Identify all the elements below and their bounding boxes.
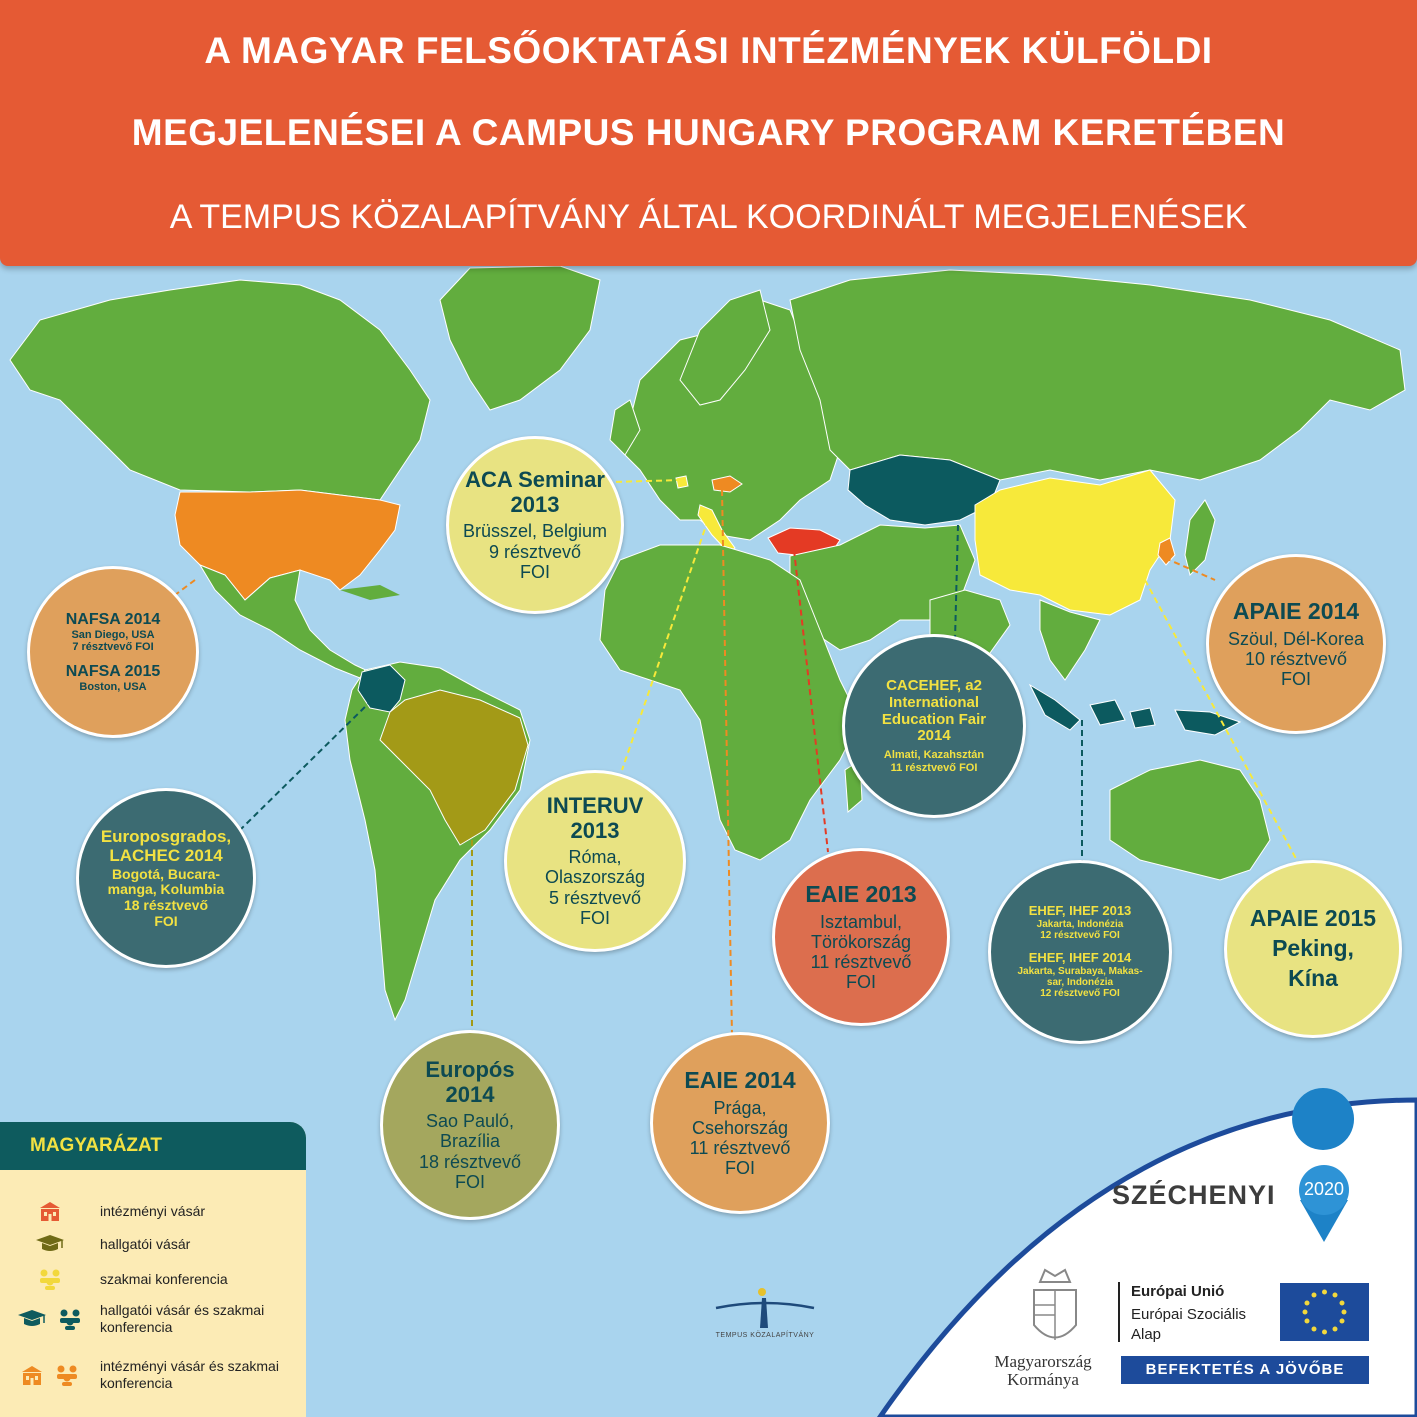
europos-title: Europós 2014 <box>425 1057 515 1107</box>
eu-line-3: Alap <box>1131 1326 1162 1343</box>
subtitle: A TEMPUS KÖZALAPÍTVÁNY ÁLTAL KOORDINÁLT MEGJELENÉSEK <box>169 198 1248 236</box>
ehef-2014-title: EHEF, IHEF 2014 <box>1028 950 1132 966</box>
eaie2013-line2: Törökország <box>810 931 912 952</box>
legend-label: intézményi vásár és szakmai konferencia <box>100 1358 279 1391</box>
legend-label: szakmai konferencia <box>100 1270 228 1287</box>
gov-line-2: Kormánya <box>1007 1370 1079 1389</box>
eaie2014-title: EAIE 2014 <box>684 1066 796 1093</box>
szechenyi-year: 2020 <box>1303 1179 1345 1199</box>
nafsa-2015-location: Boston, USA <box>79 681 147 694</box>
europos-line2: Brazília <box>439 1131 501 1152</box>
europosgrados-line2: manga, Kolumbia <box>107 881 225 898</box>
header-banner <box>0 0 1417 266</box>
interuv-line4: FOI <box>580 907 610 928</box>
eaie2014-line1: Prága, <box>713 1097 767 1118</box>
title-line-2: MEGJELENÉSEI A CAMPUS HUNGARY PROGRAM KERETÉBEN <box>131 112 1286 153</box>
europosgrados-line4: FOI <box>154 912 178 929</box>
eaie2013-title: EAIE 2013 <box>805 880 917 907</box>
ehef-2013-title: EHEF, IHEF 2013 <box>1028 903 1132 919</box>
apaie2014-line3: FOI <box>1281 668 1311 689</box>
europosgrados-title: Europosgrados, LACHEC 2014 <box>100 826 232 865</box>
legend-title: MAGYARÁZAT <box>0 1122 306 1170</box>
nafsa-2014-location: San Diego, USA <box>71 628 155 641</box>
cacehef-line2: 11 résztvevő FOI <box>890 761 978 774</box>
ehef-2014-location-a: Jakarta, Surabaya, Makas- <box>1017 965 1143 977</box>
nafsa-2015-title: NAFSA 2015 <box>65 663 161 681</box>
eu-line-1: Európai Unió <box>1131 1283 1225 1300</box>
eaie2014-line2: Csehország <box>691 1117 789 1138</box>
nafsa-2014-title: NAFSA 2014 <box>65 610 161 628</box>
apaie2014-title: APAIE 2014 <box>1232 597 1360 624</box>
interuv-line3: 5 résztvevő <box>548 887 642 908</box>
legend-label: hallgatói vásár <box>100 1235 191 1252</box>
legend-label: hallgatói vásár és szakmai konferencia <box>100 1302 265 1335</box>
ehef-2013-participants: 12 résztvevő FOI <box>1040 930 1120 942</box>
apaie2015-title: APAIE 2015 Peking, Kína <box>1249 905 1377 991</box>
apaie2014-line2: 10 résztvevő <box>1244 648 1348 669</box>
interuv-line1: Róma, <box>568 847 622 868</box>
apaie2014-line1: Szöul, Dél-Korea <box>1227 628 1365 649</box>
ehef-2013-location: Jakarta, Indonézia <box>1036 919 1124 931</box>
europosgrados-line1: Bogotá, Bucara- <box>111 865 221 882</box>
europosgrados-line3: 18 résztvevő <box>123 897 209 914</box>
europos-line4: FOI <box>455 1171 485 1192</box>
eaie2013-line3: 11 résztvevő <box>810 951 912 972</box>
europos-line1: Sao Pauló, <box>425 1111 515 1132</box>
szechenyi-label: SZÉCHENYI <box>1112 1180 1276 1210</box>
aca-line3: FOI <box>520 561 550 582</box>
cacehef-line1: Almati, Kazahsztán <box>883 749 985 762</box>
investment-banner: BEFEKTETÉS A JÖVŐBE <box>1121 1356 1369 1384</box>
aca-line2: 9 résztvevő <box>488 541 582 562</box>
cacehef-title: CACEHEF, a2 International Education Fair 2014 <box>881 677 987 745</box>
ehef-2014-participants: 12 résztvevő FOI <box>1040 988 1120 1000</box>
eu-line-2: Európai Szociális <box>1131 1306 1247 1323</box>
nafsa-2014-participants: 7 résztvevő FOI <box>72 640 154 653</box>
europos-line3: 18 résztvevő <box>418 1151 522 1172</box>
interuv-line2: Olaszország <box>544 867 646 888</box>
aca-line1: Brüsszel, Belgium <box>462 521 608 542</box>
title-line-1: A MAGYAR FELSŐOKTATÁSI INTÉZMÉNYEK KÜLFÖLDI <box>204 30 1213 71</box>
eaie2013-line4: FOI <box>846 972 876 993</box>
eaie2013-line1: Isztambul, <box>819 911 903 932</box>
legend-label: intézményi vásár <box>100 1202 206 1219</box>
gov-line-1: Magyarország <box>994 1352 1092 1371</box>
interuv-title: INTERUV 2013 <box>546 793 644 843</box>
ehef-2014-location-b: sar, Indonézia <box>1046 977 1114 989</box>
eaie2014-line3: 11 résztvevő <box>689 1137 791 1158</box>
eaie2014-line4: FOI <box>725 1158 755 1179</box>
tempus-label: TEMPUS KÖZALAPÍTVÁNY <box>715 1332 815 1339</box>
aca-title: ACA Seminar 2013 <box>465 467 605 517</box>
